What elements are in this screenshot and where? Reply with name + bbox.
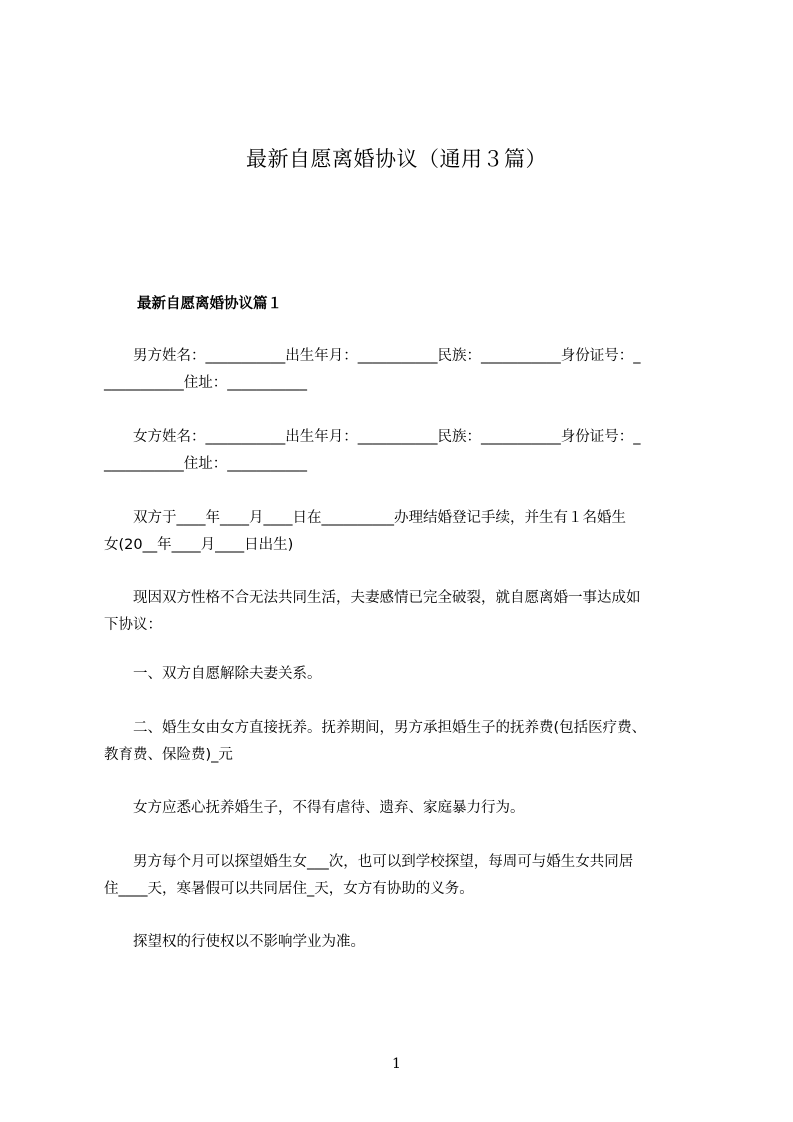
paragraph-custody-duty [104, 795, 704, 822]
paragraph-line: 双方于____年____月____日在__________办理结婚登记手续，并生有１名婚生 [104, 510, 626, 526]
section-heading: 最新自愿离婚协议篇１ [137, 296, 282, 312]
paragraph-clause-1 [104, 661, 704, 688]
paragraph-line: 二、婚生女由女方直接抚养。抚养期间，男方承担婚生子的抚养费(包括医疗费、 [104, 720, 647, 736]
paragraph-line: 住____天，寒暑假可以共同居住_天，女方有协助的义务。 [104, 881, 474, 897]
paragraph-line: 教育费、保险费)_元 [104, 747, 233, 763]
paragraph-line: 现因双方性格不合无法共同生活，夫妻感情已完全破裂，就自愿离婚一事达成如 [104, 590, 641, 606]
paragraph-female-info [104, 424, 704, 478]
paragraph-line: 探望权的行使权以不影响学业为准。 [104, 934, 365, 950]
paragraph-line: 女方应悉心抚养婚生子，不得有虐待、遗弃、家庭暴力行为。 [104, 800, 525, 816]
paragraph-line: ___________住址：___________ [104, 375, 307, 391]
paragraph-clause-2 [104, 715, 704, 769]
paragraph-reason [104, 585, 704, 639]
paragraph-line: 一、双方自愿解除夫妻关系。 [104, 666, 322, 682]
paragraph-marriage-registration [104, 505, 704, 559]
paragraph-line: 女方姓名：___________出生年月：___________民族：___________身份证号：_ [104, 429, 641, 445]
paragraph-line: 男方每个月可以探望婚生女___次，也可以到学校探望，每周可与婚生女共同居 [104, 854, 634, 870]
document-title: 最新自愿离婚协议（通用３篇） [246, 147, 547, 171]
paragraph-visitation [104, 849, 704, 903]
paragraph-line: 男方姓名：___________出生年月：___________民族：___________身份证号：_ [104, 348, 641, 364]
page-number: 1 [392, 1056, 401, 1072]
paragraph-male-info [104, 343, 704, 397]
paragraph-line: 下协议： [104, 617, 162, 633]
paragraph-line: 女(20__年____月____日出生) [104, 537, 294, 553]
paragraph-visitation-limit [104, 929, 704, 956]
paragraph-line: ___________住址：___________ [104, 456, 307, 472]
